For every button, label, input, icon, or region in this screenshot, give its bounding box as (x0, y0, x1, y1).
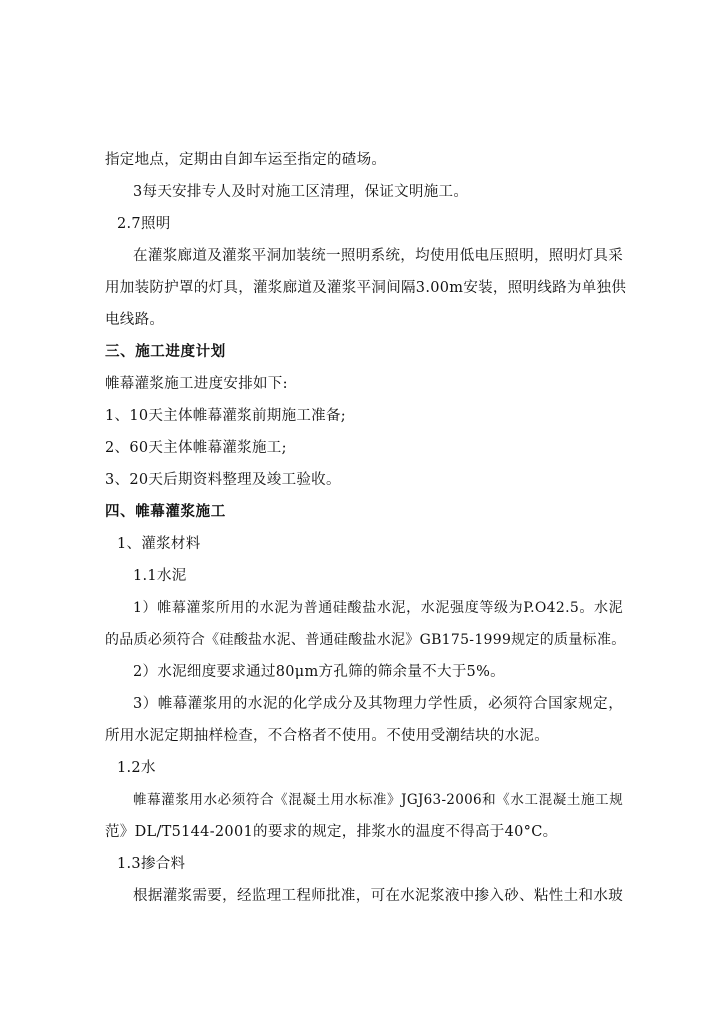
list-item: 1、10天主体帷幕灌浆前期施工准备; (105, 408, 346, 424)
text-line: 指定地点，定期由自卸车运至指定的碴场。 (105, 152, 387, 168)
paragraph-line: 在灌浆廊道及灌浆平洞加装统一照明系统，均使用低电压照明，照明灯具采 (133, 248, 623, 264)
section-heading: 1、灌浆材料 (117, 536, 201, 552)
paragraph-line: 3）帷幕灌浆用的水泥的化学成分及其物理力学性质，必须符合国家规定， (133, 696, 623, 712)
paragraph-line: 帷幕灌浆用水必须符合《混凝土用水标准》JGJ63-2006和《水工混凝土施工规 (133, 792, 623, 808)
subsection-heading: 1.2水 (117, 760, 156, 776)
paragraph-line: 用加装防护罩的灯具，灌浆廊道及灌浆平洞间隔3.00m安装，照明线路为单独供 (105, 280, 627, 296)
paragraph-line: 电线路。 (105, 312, 165, 328)
subsection-heading: 1.3掺合料 (117, 856, 186, 872)
list-item: 2、60天主体帷幕灌浆施工; (105, 440, 287, 456)
text-line: 帷幕灌浆施工进度安排如下: (105, 376, 288, 392)
paragraph-line: 的品质必须符合《硅酸盐水泥、普通硅酸盐水泥》GB175-1999规定的质量标准。 (105, 632, 626, 648)
list-item: 3、20天后期资料整理及竣工验收。 (105, 472, 341, 488)
section-heading: 2.7照明 (117, 216, 171, 232)
subsection-heading: 1.1水泥 (133, 568, 187, 584)
paragraph-line: 范》DL/T5144-2001的要求的规定，排浆水的温度不得高于40°C。 (105, 824, 558, 840)
chapter-heading: 三、施工进度计划 (105, 344, 226, 360)
chapter-heading: 四、帷幕灌浆施工 (105, 504, 226, 520)
paragraph-line: 根据灌浆需要，经监理工程师批准，可在水泥浆液中掺入砂、粘性土和水玻 (133, 888, 623, 904)
paragraph-line: 2）水泥细度要求通过80μm方孔筛的筛余量不大于5%。 (133, 664, 505, 680)
list-item: 3每天安排专人及时对施工区清理，保证文明施工。 (133, 184, 469, 200)
paragraph-line: 1）帷幕灌浆所用的水泥为普通硅酸盐水泥，水泥强度等级为P.O42.5。水泥 (133, 600, 623, 616)
paragraph-line: 所用水泥定期抽样检查，不合格者不使用。不使用受潮结块的水泥。 (105, 728, 549, 744)
